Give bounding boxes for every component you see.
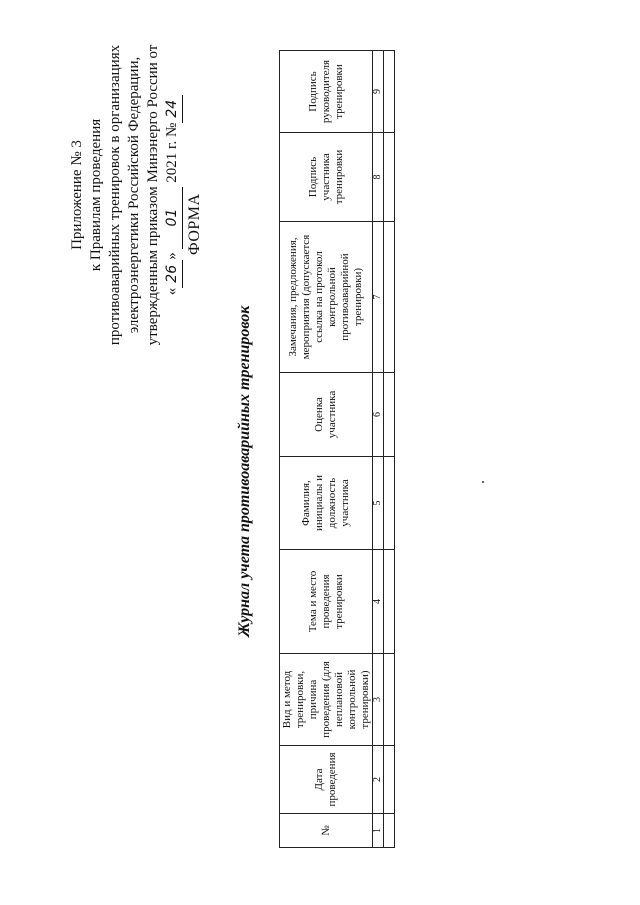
form-label: ФОРМА xyxy=(186,193,203,255)
column-number-row xyxy=(373,51,384,848)
header-cell-participant-name: Фамилия, инициалы и должность участника xyxy=(280,457,373,550)
column-number: 6 xyxy=(373,373,384,457)
header-cell-number: № xyxy=(280,814,373,848)
table-cell-empty xyxy=(384,550,395,654)
column-number: 4 xyxy=(373,550,384,654)
scan-speck xyxy=(482,481,484,483)
header-cell-participant-grade: Оценка участника xyxy=(280,373,373,457)
table-cell-empty xyxy=(384,457,395,550)
column-number: 1 xyxy=(373,814,384,848)
order-day-handwritten: 26 xyxy=(163,260,183,288)
header-cell-date: Дата проведения xyxy=(280,746,373,814)
appendix-rules-ref: к Правилам проведения xyxy=(88,118,104,272)
appendix-header xyxy=(68,15,183,375)
header-cell-topic-place: Тема и место проведения тренировки xyxy=(280,550,373,654)
table-cell-empty xyxy=(384,373,395,457)
order-number-handwritten: 24 xyxy=(163,95,183,123)
column-number: 5 xyxy=(373,457,384,550)
table-row-empty xyxy=(384,51,395,848)
column-number: 3 xyxy=(373,654,384,746)
appendix-number: Приложение № 3 xyxy=(69,140,85,250)
header-cell-remarks: Замечания, предложения, мероприятия (допускается ссылка на протокол контрольной противоаварийной тренировки) xyxy=(280,222,373,373)
column-number: 7 xyxy=(373,222,384,373)
table-cell-empty xyxy=(384,222,395,373)
order-year-text: 2021 г. № xyxy=(164,122,180,183)
order-month-handwritten: 01 xyxy=(163,187,183,249)
table-cell-empty xyxy=(384,133,395,222)
appendix-rules-ref-cont: противоаварийных тренировок в организациях xyxy=(107,44,123,346)
table-cell-empty xyxy=(384,51,395,133)
table-cell-empty xyxy=(384,814,395,848)
column-number: 9 xyxy=(373,51,384,133)
order-date-line: «26» 01 2021 г. №24 xyxy=(163,15,183,375)
header-cell-supervisor-signature: Подпись руководителя тренировки xyxy=(280,51,373,133)
column-number: 8 xyxy=(373,133,384,222)
header-cell-type-method: Вид и метод тренировки, причина проведения (для неплановой контрольной тренировки) xyxy=(280,654,373,746)
appendix-approval: утвержденным приказом Минэнерго России от xyxy=(145,44,161,346)
table-header-row xyxy=(280,51,373,848)
journal-table xyxy=(279,50,395,848)
appendix-rules-ref-cont2: электроэнергетики Российской Федерации, xyxy=(126,56,142,334)
table-cell-empty xyxy=(384,746,395,814)
column-number: 2 xyxy=(373,746,384,814)
journal-title: Журнал учета противоаварийных тренировок xyxy=(236,305,253,637)
header-cell-participant-signature: Подпись участника тренировки xyxy=(280,133,373,222)
table-cell-empty xyxy=(384,654,395,746)
